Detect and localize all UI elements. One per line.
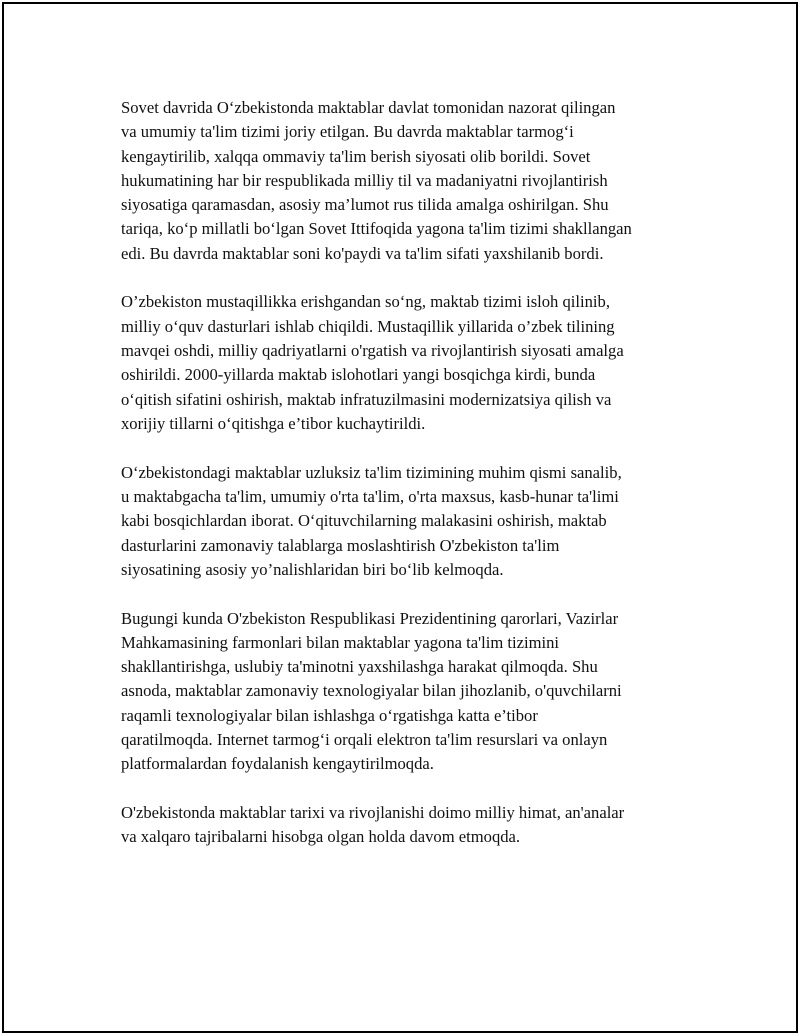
paragraph-continuous-education: O‘zbekistondagi maktablar uzluksiz ta'lim tizimining muhim qismi sanalib, u maktabgacha ta'lim, umumiy o'rta ta'lim, o'rta maxsus, kasb-hunar ta'limi kabi bosqichlardan iborat. O‘qituvchilarning malakasini oshirish, maktab dasturlarini zamonaviy talablarga moslashtirish O'zbekiston ta'lim siyosatining asosiy yo’nalishlaridan biri bo‘lib kelmoqda. bbox=[121, 462, 622, 579]
paragraph-conclusion: O'zbekistonda maktablar tarixi va rivojlanishi doimo milliy himat, an'analar va xalqaro tajribalarni hisobga olgan holda davom etmoqda. bbox=[121, 802, 625, 847]
paragraph-soviet-period: Sovet davrida O‘zbekistonda maktablar davlat tomonidan nazorat qilingan va umumiy ta'lim tizimi joriy etilgan. Bu davrda maktablar tarmog‘i kengaytirilib, xalqqa ommaviy ta'lim berish siyosati olib borildi. Sovet hukumatining har bir respublikada milliy til va madaniyatni rivojlantirish siyosatiga qaramasdan, asosiy ma’lumot rus tilida amalga oshirilgan. Shu tariqa, ko‘p millatli bo‘lgan Sovet Ittifoqida yagona ta'lim tizimi shakllangan edi. Bu davrda maktablar soni ko'paydi va ta'lim sifati yaxshilanib bordi. bbox=[121, 98, 632, 263]
paragraph-present-day: Bugungi kunda O'zbekiston Respublikasi Prezidentining qarorlari, Vazirlar Mahkamasining farmonlari bilan maktablar yagona ta'lim tizimini shakllantirishga, uslubiy ta'minotni yaxshilashga harakat qilmoqda. Shu asnoda, maktablar zamonaviy texnologiyalar bilan jihozlanib, o'quvchilarni raqamli texnologiyalar bilan ishlashga o‘rgatishga katta e’tibor qaratilmoqda. Internet tarmog‘i orqali elektron ta'lim resurslari va onlayn platformalardan foydalanish kengaytirilmoqda. bbox=[121, 608, 622, 774]
document-body bbox=[121, 96, 691, 874]
paragraph-independence: O’zbekiston mustaqillikka erishgandan so‘ng, maktab tizimi isloh qilinib, milliy o‘quv dasturlari ishlab chiqildi. Mustaqillik yillarida o’zbek tilining mavqei oshdi, milliy qadriyatlarni o'rgatish va rivojlantirish siyosati amalga oshirildi. 2000-yillarda maktab islohotlari yangi bosqichga kirdi, bunda o‘qitish sifatini oshirish, maktab infratuzilmasini modernizatsiya qilish va xorijiy tillarni o‘qitishga e’tibor kuchaytirildi. bbox=[121, 292, 624, 433]
document-page bbox=[2, 2, 798, 1033]
